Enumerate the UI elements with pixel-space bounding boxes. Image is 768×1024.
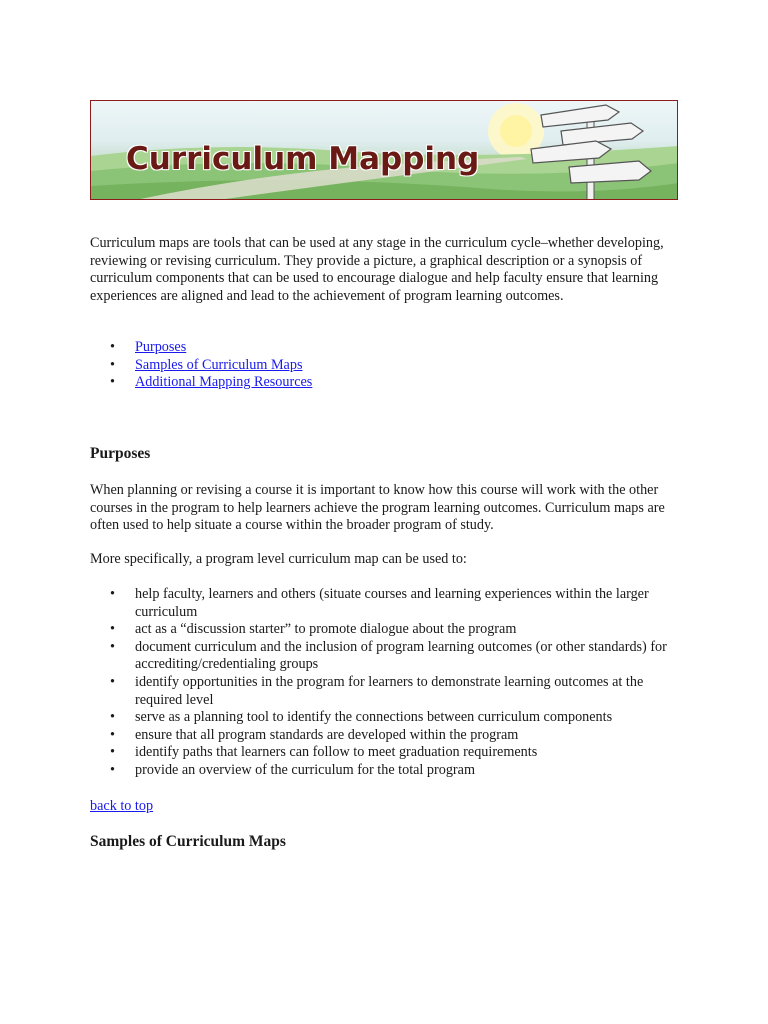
toc-link-samples[interactable]: Samples of Curriculum Maps [135,356,303,373]
purposes-heading: Purposes [90,445,151,462]
purposes-paragraph-1: When planning or revising a course it is important to know how this course will work with the other courses in the program to help learners achieve the program learning outcomes. Curriculum maps are often used to help situate a course within the broader program of study. [90,482,665,534]
list-item: • ensure that all program standards are developed within the program [90,727,680,745]
list-item: • identify paths that learners can follow to meet graduation requirements [90,744,680,762]
intro-paragraph: Curriculum maps are tools that can be used at any stage in the curriculum cycle–whether developing, reviewing or revising curriculum. They provide a picture, a graphical description or a synopsis of curriculum components that can be used to encourage dialogue and help faculty ensure that learning experiences are aligned and lead to the achievement of program learning outcomes. [90,235,664,304]
back-to-top-container [90,798,680,816]
list-item: • act as a “discussion starter” to promote dialogue about the program [90,621,680,639]
purposes-paragraph-2: More specifically, a program level curriculum map can be used to: [90,551,467,567]
toc-link-purposes[interactable]: Purposes [135,339,187,355]
toc-link-resources[interactable]: Additional Mapping Resources [135,374,313,391]
list-item: • help faculty, learners and others (situate courses and learning experiences within the larger curriculum [90,586,680,621]
table-of-contents [90,339,312,392]
list-item: • provide an overview of the curriculum for the total program [90,762,680,780]
toc-item [90,339,312,357]
back-to-top-link[interactable]: back to top [90,798,154,814]
list-item: • document curriculum and the inclusion of program learning outcomes (or other standards) for accrediting/credentialing groups [90,639,680,674]
toc-item [90,357,312,375]
banner-title: Curriculum Mapping [126,141,480,177]
uses-list [90,586,680,780]
list-item: • identify opportunities in the program for learners to demonstrate learning outcomes at the required level [90,674,680,709]
list-item: • serve as a planning tool to identify the connections between curriculum components [90,709,680,727]
curriculum-mapping-banner [90,100,678,200]
samples-heading: Samples of Curriculum Maps [90,833,286,850]
toc-item [90,374,312,392]
